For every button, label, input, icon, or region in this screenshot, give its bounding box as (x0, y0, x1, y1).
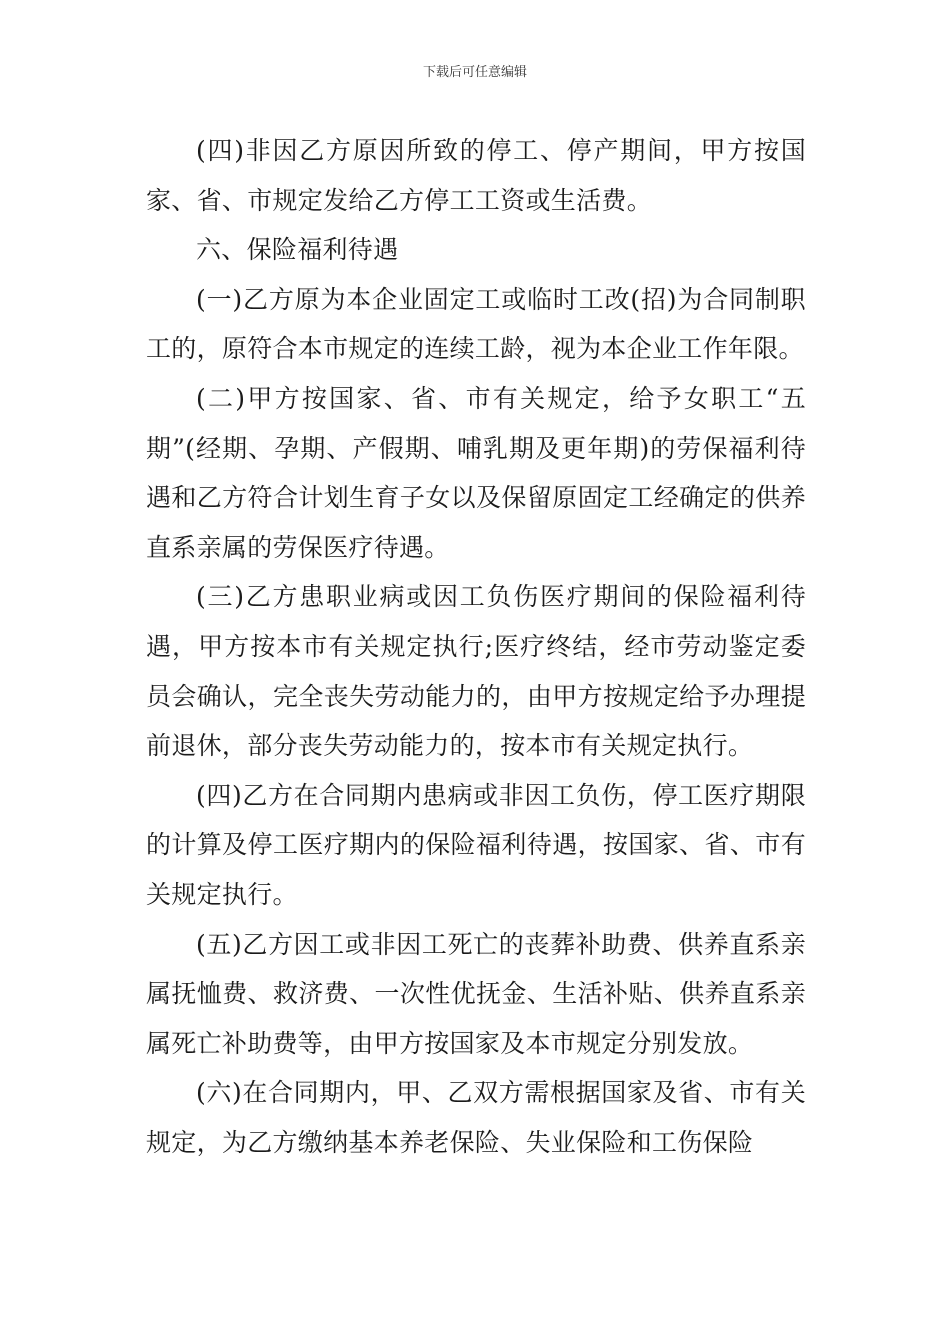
section-heading-insurance-welfare: 六、保险福利待遇 (196, 235, 399, 265)
paragraph-sick-leave: (四)乙方在合同期内患病或非因工负伤，停工医疗期限的计算及停工医疗期内的保险福利待遇，按国家、省、市有关规定执行。 (146, 780, 806, 909)
paragraph-seniority: (一)乙方原为本企业固定工或临时工改(招)为合同制职工的，原符合本市规定的连续工龄，视为本企业工作年限。 (146, 284, 806, 364)
paragraph-female-workers: (二)甲方按国家、省、市有关规定，给予女职工“五期”(经期、孕期、产假期、哺乳期及更年期)的劳保福利待遇和乙方符合计划生育子女以及保留原固定工经确定的供养直系亲属的劳保医疗待遇。 (146, 383, 806, 562)
document-body (146, 126, 806, 1167)
paragraph-death-benefits: (五)乙方因工或非因工死亡的丧葬补助费、供养直系亲属抚恤费、救济费、一次性优抚金、生活补贴、供养直系亲属死亡补助费等，由甲方按国家及本市规定分别发放。 (146, 929, 806, 1058)
header-note: 下载后可任意编辑 (422, 65, 527, 80)
paragraph-occupational-disease: (三)乙方患职业病或因工负伤医疗期间的保险福利待遇，甲方按本市有关规定执行;医疗终结，经市劳动鉴定委员会确认，完全丧失劳动能力的，由甲方按规定给予办理提前退休，部分丧失劳动能力的，按本市有关规定执行。 (146, 582, 806, 761)
paragraph-stoppage-wages: (四)非因乙方原因所致的停工、停产期间，甲方按国家、省、市规定发给乙方停工工资或生活费。 (146, 136, 806, 215)
paragraph-social-insurance: (六)在合同期内，甲、乙双方需根据国家及省、市有关规定，为乙方缴纳基本养老保险、失业保险和工伤保险 (146, 1078, 806, 1157)
